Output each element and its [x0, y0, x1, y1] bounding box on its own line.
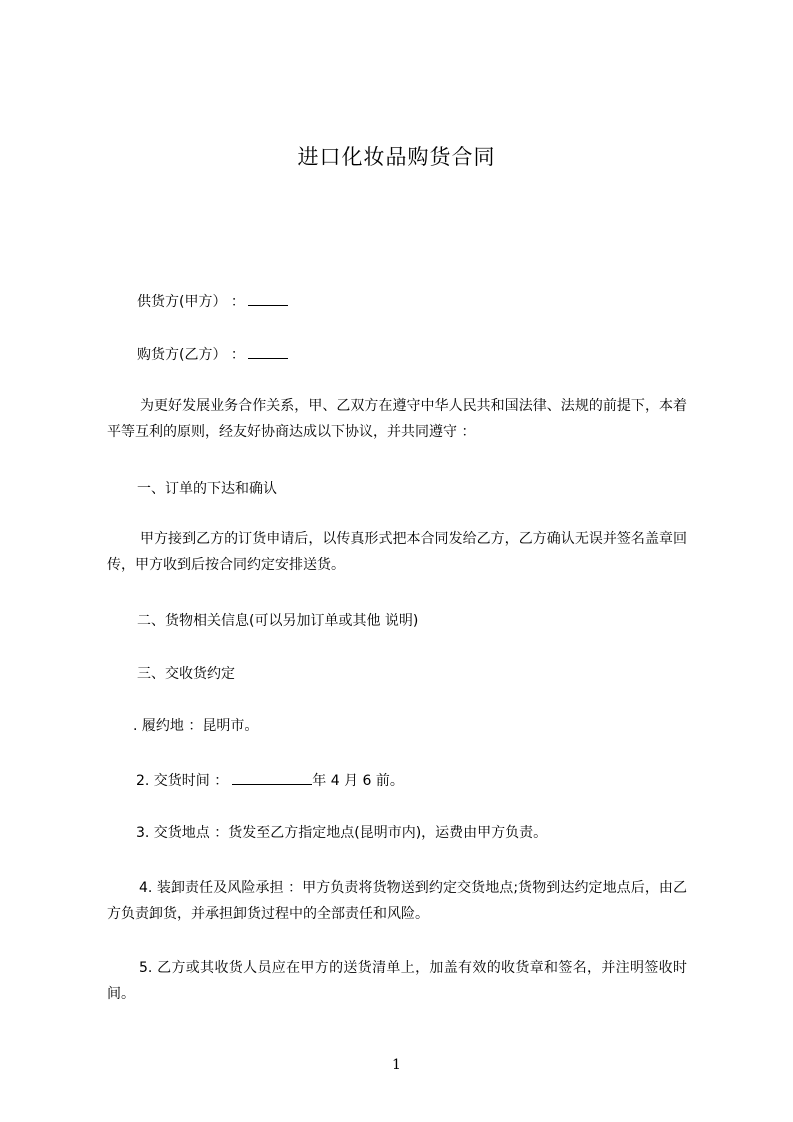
item-4: 4. 装卸责任及风险承担 ：甲方负责将货物送到约定交货地点;货物到达约定地点后，由乙方负责卸货，并承担卸货过程中的全部责任和风险。	[107, 880, 687, 922]
supplier-blank	[248, 291, 288, 306]
intro-paragraph: 为更好发展业务合作关系，甲、乙双方在遵守中华人民共和国法律、法规的前提下，本着平等互利的原则，经友好协商达成以下协议，并共同遵守 ：	[107, 398, 687, 440]
item-2	[136, 770, 404, 791]
section2-heading: 二、货物相关信息(可以另加订单或其他 说明)	[137, 613, 419, 629]
buyer-line	[137, 344, 288, 365]
item-2-suffix: 年 4 月 6 前。	[312, 773, 404, 789]
document-title: 进口化妆品购货合同	[297, 145, 496, 169]
item-1: . 履约地 ：昆明市。	[133, 718, 259, 734]
supplier-line	[137, 291, 288, 312]
delivery-date-blank	[232, 770, 312, 785]
supplier-label: 供货方(甲方） ：	[137, 294, 245, 310]
section1-heading: 一、订单的下达和确认	[137, 481, 277, 497]
section1-paragraph: 甲方接到乙方的订货申请后，以传真形式把本合同发给乙方，乙方确认无误并签名盖章回传，甲方收到后按合同约定安排送货。	[107, 531, 687, 573]
buyer-blank	[248, 344, 288, 359]
page-number: 1	[392, 1057, 401, 1073]
item-3: 3. 交货地点 ：货发至乙方指定地点(昆明市内)，运费由甲方负责。	[136, 825, 548, 841]
item-2-prefix: 2. 交货时间 ：	[136, 773, 229, 789]
section3-heading: 三、交收货约定	[137, 666, 235, 682]
item-5: 5. 乙方或其收货人员应在甲方的送货清单上，加盖有效的收货章和签名，并注明签收时间。	[107, 960, 687, 1002]
buyer-label: 购货方(乙方） ：	[137, 347, 245, 363]
